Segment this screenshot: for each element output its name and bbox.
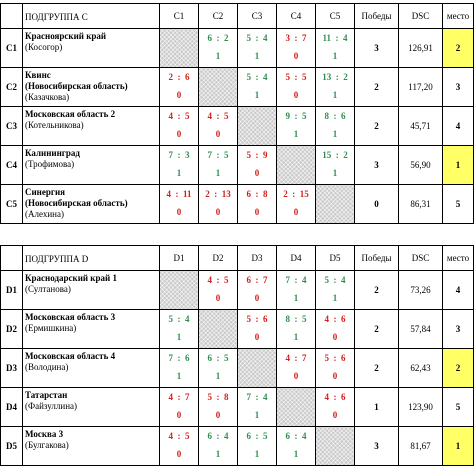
match-cell bbox=[160, 388, 199, 427]
match-score: 5 : 6 bbox=[246, 314, 268, 324]
team-code: D2 bbox=[1, 310, 23, 349]
match-points: 1 bbox=[293, 293, 299, 303]
match-points: 1 bbox=[332, 129, 338, 139]
match-score: 4 : 7 bbox=[168, 392, 190, 402]
match-cell bbox=[199, 349, 238, 388]
match-score: 15 : 2 bbox=[322, 150, 348, 160]
team-name: Москва 3 bbox=[25, 429, 64, 439]
team-cell bbox=[23, 427, 160, 466]
match-cell bbox=[238, 271, 277, 310]
team-code: D1 bbox=[1, 271, 23, 310]
match-points: 0 bbox=[215, 293, 221, 303]
match-points: 0 bbox=[176, 449, 182, 459]
match-cell bbox=[160, 68, 199, 107]
match-points: 0 bbox=[254, 207, 260, 217]
team-row-c4 bbox=[1, 146, 474, 185]
match-score: 5 : 9 bbox=[246, 150, 268, 160]
coach-name: (Ермишкина) bbox=[25, 323, 77, 333]
column-header-c1: C1 bbox=[160, 4, 199, 29]
match-score: 5 : 4 bbox=[324, 275, 346, 285]
match-score: 5 : 4 bbox=[246, 33, 268, 43]
column-header-c5: C5 bbox=[316, 4, 355, 29]
match-cell bbox=[277, 349, 316, 388]
match-points: 0 bbox=[215, 129, 221, 139]
team-cell bbox=[23, 146, 160, 185]
match-cell bbox=[277, 271, 316, 310]
column-header-c4: C4 bbox=[277, 4, 316, 29]
match-score: 7 : 3 bbox=[168, 150, 190, 160]
subgroup-title: ПОДГРУППА C bbox=[23, 4, 160, 29]
coach-name: (Трофимова) bbox=[25, 159, 75, 169]
subgroup-title: ПОДГРУППА D bbox=[23, 246, 160, 271]
place-header: место bbox=[443, 4, 474, 29]
wins-value: 2 bbox=[355, 271, 399, 310]
match-points: 0 bbox=[176, 129, 182, 139]
match-points: 0 bbox=[254, 332, 260, 342]
dsc-value: 126,91 bbox=[399, 29, 443, 68]
team-name: Татарстан bbox=[25, 390, 68, 400]
match-score: 4 : 5 bbox=[207, 111, 229, 121]
match-points: 0 bbox=[293, 51, 299, 61]
team-cell bbox=[23, 68, 160, 107]
match-score: 4 : 6 bbox=[324, 314, 346, 324]
team-cell bbox=[23, 185, 160, 224]
team-code: C3 bbox=[1, 107, 23, 146]
match-score: 2 : 15 bbox=[283, 189, 309, 199]
match-score: 8 : 6 bbox=[324, 111, 346, 121]
match-points: 1 bbox=[176, 332, 182, 342]
match-score: 8 : 5 bbox=[285, 314, 307, 324]
dsc-value: 56,90 bbox=[399, 146, 443, 185]
match-points: 1 bbox=[332, 90, 338, 100]
match-score: 6 : 5 bbox=[246, 431, 268, 441]
coach-name: (Котельникова) bbox=[25, 120, 84, 130]
self-match-cell bbox=[277, 388, 316, 427]
match-points: 1 bbox=[215, 371, 221, 381]
match-cell bbox=[316, 68, 355, 107]
team-row-d5 bbox=[1, 427, 474, 466]
match-points: 0 bbox=[332, 410, 338, 420]
match-cell bbox=[199, 29, 238, 68]
place-value: 3 bbox=[443, 68, 474, 107]
column-header-c3: C3 bbox=[238, 4, 277, 29]
place-value: 2 bbox=[443, 349, 474, 388]
match-points: 0 bbox=[293, 207, 299, 217]
wins-value: 3 bbox=[355, 29, 399, 68]
wins-value: 1 bbox=[355, 388, 399, 427]
match-score: 5 : 5 bbox=[285, 72, 307, 82]
dsc-value: 73,26 bbox=[399, 271, 443, 310]
match-cell bbox=[238, 310, 277, 349]
column-header-d3: D3 bbox=[238, 246, 277, 271]
match-points: 0 bbox=[176, 90, 182, 100]
match-cell bbox=[316, 271, 355, 310]
match-score: 2 : 6 bbox=[168, 72, 190, 82]
match-cell bbox=[160, 310, 199, 349]
team-name: Красноярский край bbox=[25, 31, 107, 41]
match-points: 0 bbox=[332, 332, 338, 342]
column-header-d4: D4 bbox=[277, 246, 316, 271]
match-cell bbox=[316, 388, 355, 427]
column-header-d2: D2 bbox=[199, 246, 238, 271]
match-points: 1 bbox=[293, 449, 299, 459]
match-cell bbox=[238, 388, 277, 427]
column-header-d1: D1 bbox=[160, 246, 199, 271]
match-points: 0 bbox=[215, 410, 221, 420]
place-value: 1 bbox=[443, 427, 474, 466]
header-blank bbox=[1, 4, 23, 29]
team-code: C1 bbox=[1, 29, 23, 68]
match-score: 7 : 5 bbox=[207, 150, 229, 160]
match-cell bbox=[277, 107, 316, 146]
self-match-cell bbox=[199, 68, 238, 107]
dsc-header: DSC bbox=[399, 246, 443, 271]
match-points: 1 bbox=[254, 90, 260, 100]
team-cell bbox=[23, 29, 160, 68]
place-value: 3 bbox=[443, 310, 474, 349]
place-value: 4 bbox=[443, 271, 474, 310]
coach-name: (Султанова) bbox=[25, 284, 71, 294]
match-points: 1 bbox=[215, 51, 221, 61]
team-name: Московская область 2 bbox=[25, 109, 116, 119]
match-cell bbox=[277, 68, 316, 107]
wins-value: 0 bbox=[355, 185, 399, 224]
team-code: C2 bbox=[1, 68, 23, 107]
match-score: 2 : 13 bbox=[205, 189, 231, 199]
wins-header: Победы bbox=[355, 246, 399, 271]
team-cell bbox=[23, 388, 160, 427]
subgroup-c-table bbox=[0, 3, 474, 224]
match-score: 4 : 5 bbox=[168, 431, 190, 441]
team-code: C5 bbox=[1, 185, 23, 224]
match-score: 6 : 4 bbox=[207, 431, 229, 441]
coach-name: (Файзуллина) bbox=[25, 401, 77, 411]
team-row-d3 bbox=[1, 349, 474, 388]
match-score: 9 : 5 bbox=[285, 111, 307, 121]
team-name: Квинс bbox=[25, 70, 51, 80]
match-score: 4 : 6 bbox=[324, 392, 346, 402]
match-score: 3 : 7 bbox=[285, 33, 307, 43]
header-row bbox=[1, 4, 474, 29]
match-cell bbox=[316, 349, 355, 388]
match-cell bbox=[277, 29, 316, 68]
match-points: 1 bbox=[176, 371, 182, 381]
match-points: 0 bbox=[254, 168, 260, 178]
self-match-cell bbox=[160, 29, 199, 68]
wins-value: 3 bbox=[355, 146, 399, 185]
coach-name: (Алехина) bbox=[25, 209, 64, 219]
match-score: 6 : 7 bbox=[246, 275, 268, 285]
match-score: 5 : 8 bbox=[207, 392, 229, 402]
match-cell bbox=[316, 310, 355, 349]
match-cell bbox=[160, 427, 199, 466]
match-points: 1 bbox=[176, 168, 182, 178]
match-cell bbox=[277, 427, 316, 466]
team-row-d4 bbox=[1, 388, 474, 427]
match-points: 0 bbox=[332, 371, 338, 381]
match-score: 4 : 7 bbox=[285, 353, 307, 363]
match-cell bbox=[199, 107, 238, 146]
team-cell bbox=[23, 310, 160, 349]
match-cell bbox=[316, 146, 355, 185]
match-cell bbox=[238, 146, 277, 185]
match-score: 11 : 4 bbox=[322, 33, 348, 43]
team-code: D5 bbox=[1, 427, 23, 466]
match-cell bbox=[199, 388, 238, 427]
match-score: 4 : 5 bbox=[207, 275, 229, 285]
subgroup-d-table bbox=[0, 245, 474, 466]
match-cell bbox=[160, 107, 199, 146]
match-score: 5 : 4 bbox=[168, 314, 190, 324]
team-row-c3 bbox=[1, 107, 474, 146]
coach-name: (Володина) bbox=[25, 362, 69, 372]
place-value: 4 bbox=[443, 107, 474, 146]
match-cell bbox=[199, 427, 238, 466]
match-score: 6 : 5 bbox=[207, 353, 229, 363]
place-value: 1 bbox=[443, 146, 474, 185]
match-score: 6 : 2 bbox=[207, 33, 229, 43]
match-points: 1 bbox=[215, 449, 221, 459]
self-match-cell bbox=[277, 146, 316, 185]
match-cell bbox=[277, 310, 316, 349]
match-score: 13 : 2 bbox=[322, 72, 348, 82]
match-cell bbox=[238, 29, 277, 68]
dsc-value: 81,67 bbox=[399, 427, 443, 466]
wins-header: Победы bbox=[355, 4, 399, 29]
team-region: (Новосибирская область) bbox=[25, 81, 128, 91]
place-value: 2 bbox=[443, 29, 474, 68]
team-name: Краснодарский край 1 bbox=[25, 273, 117, 283]
match-score: 4 : 5 bbox=[168, 111, 190, 121]
column-header-d5: D5 bbox=[316, 246, 355, 271]
coach-name: (Косогор) bbox=[25, 42, 63, 52]
match-points: 0 bbox=[215, 207, 221, 217]
match-score: 5 : 6 bbox=[324, 353, 346, 363]
match-cell bbox=[316, 107, 355, 146]
dsc-value: 117,20 bbox=[399, 68, 443, 107]
team-code: D4 bbox=[1, 388, 23, 427]
match-cell bbox=[199, 185, 238, 224]
match-points: 1 bbox=[332, 293, 338, 303]
team-row-d1 bbox=[1, 271, 474, 310]
team-row-c5 bbox=[1, 185, 474, 224]
match-points: 1 bbox=[254, 51, 260, 61]
coach-name: (Казачкова) bbox=[25, 92, 70, 102]
match-score: 7 : 4 bbox=[285, 275, 307, 285]
match-points: 0 bbox=[176, 410, 182, 420]
team-row-c1 bbox=[1, 29, 474, 68]
dsc-value: 57,84 bbox=[399, 310, 443, 349]
match-score: 7 : 6 bbox=[168, 353, 190, 363]
header-blank bbox=[1, 246, 23, 271]
match-cell bbox=[160, 185, 199, 224]
place-value: 5 bbox=[443, 185, 474, 224]
match-cell bbox=[160, 349, 199, 388]
team-name: Синергия bbox=[25, 187, 66, 197]
self-match-cell bbox=[316, 185, 355, 224]
match-points: 0 bbox=[293, 90, 299, 100]
match-points: 1 bbox=[254, 449, 260, 459]
team-name: Калининград bbox=[25, 148, 80, 158]
team-row-c2 bbox=[1, 68, 474, 107]
column-header-c2: C2 bbox=[199, 4, 238, 29]
match-cell bbox=[160, 146, 199, 185]
match-score: 4 : 11 bbox=[166, 189, 192, 199]
wins-value: 2 bbox=[355, 310, 399, 349]
header-row bbox=[1, 246, 474, 271]
match-cell bbox=[199, 271, 238, 310]
place-header: место bbox=[443, 246, 474, 271]
match-score: 6 : 4 bbox=[285, 431, 307, 441]
dsc-value: 62,43 bbox=[399, 349, 443, 388]
wins-value: 2 bbox=[355, 68, 399, 107]
match-points: 1 bbox=[332, 51, 338, 61]
match-points: 0 bbox=[254, 293, 260, 303]
dsc-value: 86,31 bbox=[399, 185, 443, 224]
self-match-cell bbox=[316, 427, 355, 466]
match-points: 1 bbox=[332, 168, 338, 178]
match-cell bbox=[238, 68, 277, 107]
match-points: 0 bbox=[176, 207, 182, 217]
team-region: (Новосибирская область) bbox=[25, 198, 128, 208]
match-score: 5 : 4 bbox=[246, 72, 268, 82]
self-match-cell bbox=[238, 349, 277, 388]
team-cell bbox=[23, 349, 160, 388]
team-cell bbox=[23, 107, 160, 146]
match-points: 1 bbox=[293, 129, 299, 139]
coach-name: (Булгакова) bbox=[25, 440, 69, 450]
match-score: 6 : 8 bbox=[246, 189, 268, 199]
match-cell bbox=[199, 146, 238, 185]
match-points: 1 bbox=[215, 168, 221, 178]
team-row-d2 bbox=[1, 310, 474, 349]
match-points: 0 bbox=[293, 371, 299, 381]
team-name: Московская область 4 bbox=[25, 351, 116, 361]
dsc-header: DSC bbox=[399, 4, 443, 29]
team-cell bbox=[23, 271, 160, 310]
match-points: 1 bbox=[254, 410, 260, 420]
team-code: C4 bbox=[1, 146, 23, 185]
self-match-cell bbox=[238, 107, 277, 146]
match-cell bbox=[316, 29, 355, 68]
match-points: 1 bbox=[293, 332, 299, 342]
wins-value: 2 bbox=[355, 349, 399, 388]
self-match-cell bbox=[160, 271, 199, 310]
team-code: D3 bbox=[1, 349, 23, 388]
wins-value: 2 bbox=[355, 107, 399, 146]
self-match-cell bbox=[199, 310, 238, 349]
wins-value: 3 bbox=[355, 427, 399, 466]
match-cell bbox=[238, 427, 277, 466]
match-cell bbox=[238, 185, 277, 224]
team-name: Московская область 3 bbox=[25, 312, 116, 322]
dsc-value: 45,71 bbox=[399, 107, 443, 146]
place-value: 5 bbox=[443, 388, 474, 427]
match-cell bbox=[277, 185, 316, 224]
dsc-value: 123,90 bbox=[399, 388, 443, 427]
match-score: 7 : 4 bbox=[246, 392, 268, 402]
